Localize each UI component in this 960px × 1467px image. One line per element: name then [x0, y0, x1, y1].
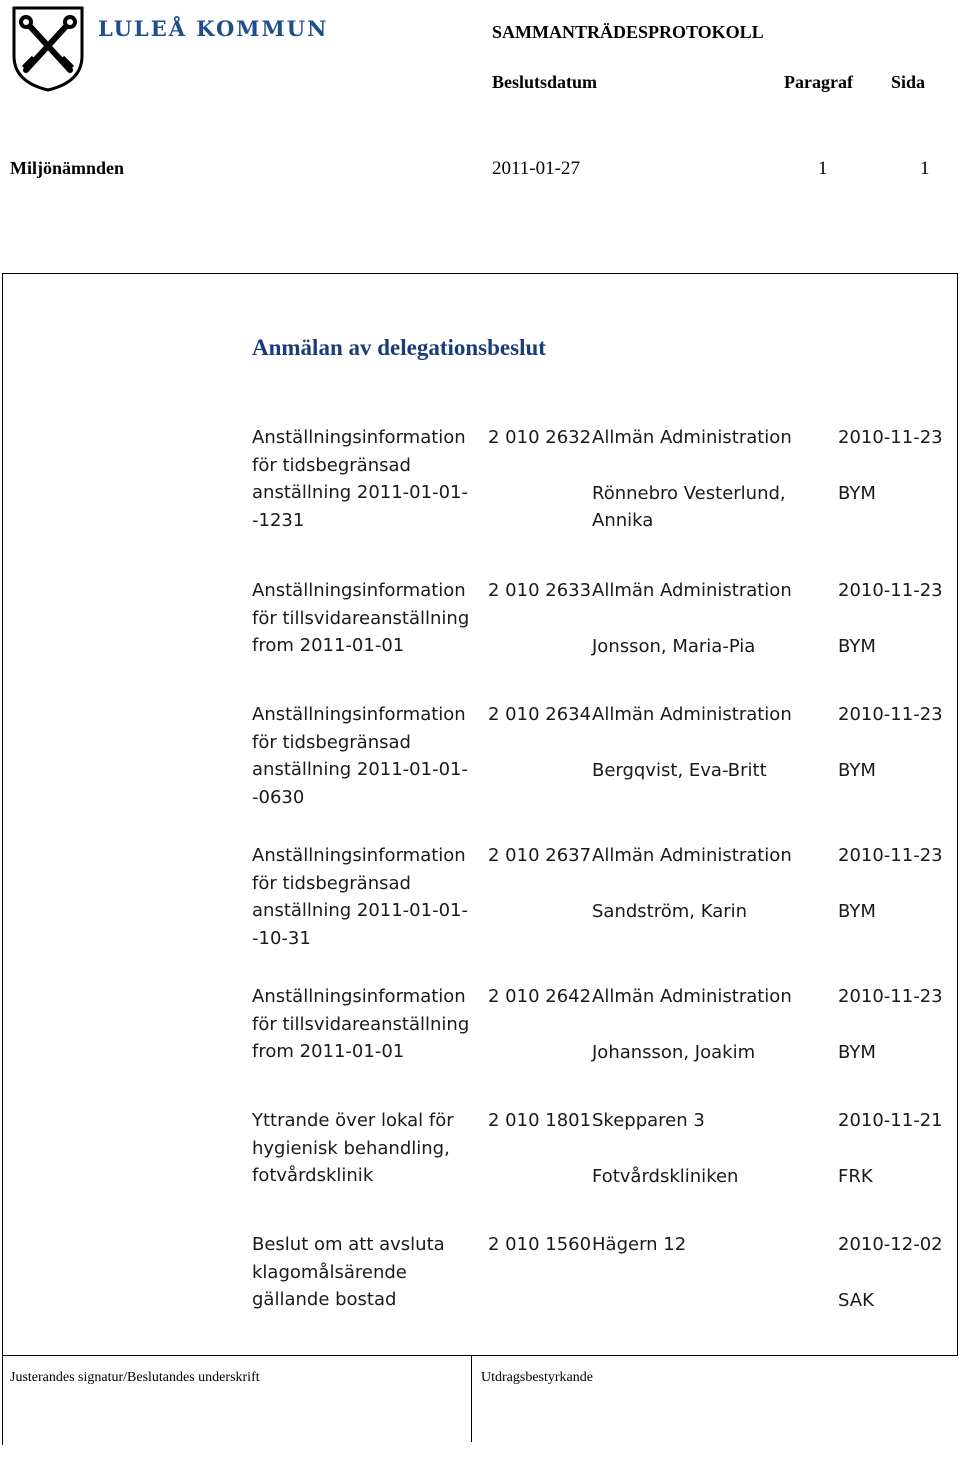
page-value: 1 — [920, 158, 930, 179]
row-person: Bergqvist, Eva-Britt — [592, 759, 767, 781]
frame-top-line — [2, 273, 958, 274]
row-subject: Skepparen 3 — [592, 1110, 705, 1131]
row-dept: SAK — [838, 1289, 874, 1311]
row-date: 2010-11-23 — [838, 580, 943, 601]
row-dept: BYM — [838, 482, 876, 504]
row-person: Sandström, Karin — [592, 900, 748, 922]
document-type: SAMMANTRÄDESPROTOKOLL — [492, 22, 764, 42]
row-subject: Allmän Administration — [592, 427, 792, 448]
row-number: 2 010 1560 — [488, 1234, 592, 1255]
row-subject: Allmän Administration — [592, 580, 792, 601]
page-label: Sida — [891, 72, 926, 92]
row-dept: BYM — [838, 635, 876, 657]
frame-footer-divider — [471, 1356, 472, 1442]
row-date: 2010-11-23 — [838, 845, 943, 866]
decision-date-value: 2011-01-27 — [492, 158, 580, 179]
row-date: 2010-12-02 — [838, 1234, 943, 1255]
committee-name: Miljönämnden — [10, 158, 125, 178]
row-dept: BYM — [838, 759, 876, 781]
row-description: Anställningsinformation för tidsbegränsad anställning 2011-01-01--0630 — [252, 704, 468, 808]
frame-footer-line — [2, 1355, 958, 1356]
row-dept: BYM — [838, 900, 876, 922]
row-description: Anställningsinformation för tidsbegränsad anställning 2011-01-01--1231 — [252, 427, 468, 531]
row-date: 2010-11-23 — [838, 427, 943, 448]
row-subject-block — [592, 1107, 817, 1190]
row-date: 2010-11-23 — [838, 986, 943, 1007]
row-subject: Allmän Administration — [592, 845, 792, 866]
decision-date-label: Beslutsdatum — [492, 72, 598, 92]
paragraph-label: Paragraf — [784, 72, 853, 92]
row-subject-block — [592, 983, 817, 1066]
row-number: 2 010 2642 — [488, 986, 592, 1007]
row-description: Beslut om att avsluta klagomålsärende gällande bostad — [252, 1234, 445, 1310]
row-subject: Allmän Administration — [592, 704, 792, 725]
row-description: Anställningsinformation för tidsbegränsad anställning 2011-01-01--10-31 — [252, 845, 468, 949]
row-subject-block — [592, 424, 817, 535]
row-description: Anställningsinformation för tillsvidareanställning from 2011-01-01 — [252, 580, 470, 656]
row-date: 2010-11-23 — [838, 704, 943, 725]
row-date-block — [838, 842, 948, 925]
row-date-block — [838, 701, 948, 784]
row-date-block — [838, 1107, 948, 1190]
frame-left-line — [2, 273, 3, 1445]
row-number: 2 010 1801 — [488, 1110, 592, 1131]
frame-right-line — [957, 273, 958, 1356]
row-date-block — [838, 424, 948, 507]
row-number: 2 010 2632 — [488, 427, 592, 448]
row-subject: Hägern 12 — [592, 1234, 687, 1255]
row-subject-block — [592, 1231, 817, 1259]
row-description: Yttrande över lokal för hygienisk behandling, fotvårdsklinik — [252, 1110, 454, 1186]
row-subject-block — [592, 701, 817, 784]
row-dept: FRK — [838, 1165, 873, 1187]
row-date: 2010-11-21 — [838, 1110, 943, 1131]
row-dept: BYM — [838, 1041, 876, 1063]
row-number: 2 010 2634 — [488, 704, 592, 725]
row-subject: Allmän Administration — [592, 986, 792, 1007]
row-subject-block — [592, 842, 817, 925]
page-title: Anmälan av delegationsbeslut — [252, 335, 546, 360]
signature-label: Justerandes signatur/Beslutandes underskrift — [10, 1370, 260, 1385]
certification-label: Utdragsbestyrkande — [481, 1370, 593, 1385]
row-number: 2 010 2633 — [488, 580, 592, 601]
row-subject-block — [592, 577, 817, 660]
row-description: Anställningsinformation för tillsvidareanställning from 2011-01-01 — [252, 986, 470, 1062]
row-date-block — [838, 577, 948, 660]
row-number: 2 010 2637 — [488, 845, 592, 866]
brand-name: LULEÅ KOMMUN — [98, 16, 329, 41]
coat-of-arms-logo — [10, 4, 86, 92]
row-person: Fotvårdskliniken — [592, 1165, 739, 1187]
row-person: Jonsson, Maria-Pia — [592, 635, 756, 657]
row-date-block — [838, 983, 948, 1066]
paragraph-value: 1 — [818, 158, 828, 179]
row-date-block — [838, 1231, 948, 1314]
row-person: Rönnebro Vesterlund, Annika — [592, 482, 786, 531]
row-person: Johansson, Joakim — [592, 1041, 756, 1063]
